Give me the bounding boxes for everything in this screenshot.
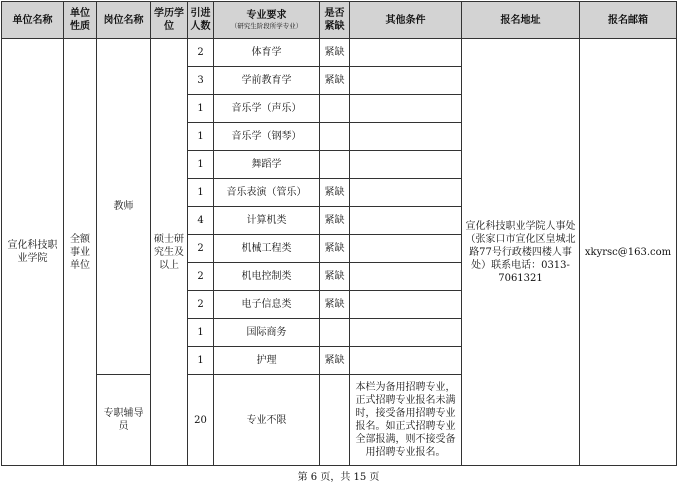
- other-cell: [350, 95, 462, 123]
- other-cell: [350, 319, 462, 347]
- major-cell: 音乐表演（管乐）: [214, 179, 320, 207]
- major-cell: 学前教育学: [214, 67, 320, 95]
- other-cell: [350, 291, 462, 319]
- quota-cell: 2: [188, 39, 214, 67]
- quota-cell: 3: [188, 67, 214, 95]
- major-cell: 机械工程类: [214, 235, 320, 263]
- header-other: 其他条件: [350, 2, 462, 39]
- urgent-cell: 紧缺: [320, 263, 350, 291]
- quota-cell: 1: [188, 319, 214, 347]
- recruitment-table: [1, 1, 677, 466]
- urgent-cell: 紧缺: [320, 179, 350, 207]
- urgent-cell: [320, 95, 350, 123]
- page-footer: 第 6 页，共 15 页: [297, 472, 380, 483]
- quota-cell: 2: [188, 263, 214, 291]
- header-education: 学历学位: [151, 2, 188, 39]
- unit-name-cell: 宣化科技职业学院: [2, 39, 64, 466]
- major-cell: 国际商务: [214, 319, 320, 347]
- other-cell: [350, 67, 462, 95]
- urgent-cell: [320, 375, 350, 466]
- header-email: 报名邮箱: [580, 2, 677, 39]
- major-cell: 机电控制类: [214, 263, 320, 291]
- major-cell: 音乐学（声乐）: [214, 95, 320, 123]
- quota-cell: 2: [188, 291, 214, 319]
- header-unit-name: 单位名称: [2, 2, 64, 39]
- major-cell: 音乐学（钢琴）: [214, 123, 320, 151]
- urgent-cell: 紧缺: [320, 347, 350, 375]
- header-urgent: 是否紧缺: [320, 2, 350, 39]
- header-major-req-subtitle: （研究生阶段所学专业）: [230, 22, 303, 30]
- address-cell: 宣化科技职业学院人事处（张家口市宣化区皇城北路77号行政楼四楼人事处）联系电话：0313-7061321: [462, 39, 580, 466]
- major-cell: 舞蹈学: [214, 151, 320, 179]
- urgent-cell: 紧缺: [320, 207, 350, 235]
- other-cell: [350, 123, 462, 151]
- backup-note-cell: 本栏为备用招聘专业，正式招聘专业报名未满时，接受备用招聘专业报名。如正式招聘专业全部报满，则不接受备用招聘专业报名。: [350, 375, 462, 466]
- other-cell: [350, 151, 462, 179]
- urgent-cell: [320, 123, 350, 151]
- major-cell: 计算机类: [214, 207, 320, 235]
- unit-nature-cell: 全额事业单位: [64, 39, 97, 466]
- header-quota: 引进人数: [188, 2, 214, 39]
- header-address: 报名地址: [462, 2, 580, 39]
- header-post-name: 岗位名称: [97, 2, 151, 39]
- header-row: [2, 2, 677, 39]
- education-cell: 硕士研究生及以上: [151, 39, 188, 466]
- major-cell: 体育学: [214, 39, 320, 67]
- header-unit-nature: 单位性质: [64, 2, 97, 39]
- quota-cell: 1: [188, 123, 214, 151]
- urgent-cell: 紧缺: [320, 67, 350, 95]
- major-cell: 电子信息类: [214, 291, 320, 319]
- header-major-req-title: 专业要求: [246, 10, 287, 21]
- quota-cell: 20: [188, 375, 214, 466]
- quota-cell: 1: [188, 179, 214, 207]
- table-row: [2, 39, 677, 67]
- urgent-cell: [320, 319, 350, 347]
- email-cell: xkyrsc@163.com: [580, 39, 677, 466]
- other-cell: [350, 347, 462, 375]
- quota-cell: 1: [188, 151, 214, 179]
- urgent-cell: 紧缺: [320, 39, 350, 67]
- header-major-req: [214, 2, 320, 39]
- other-cell: [350, 207, 462, 235]
- urgent-cell: 紧缺: [320, 235, 350, 263]
- major-cell: 护理: [214, 347, 320, 375]
- major-cell: 专业不限: [214, 375, 320, 466]
- quota-cell: 1: [188, 95, 214, 123]
- quota-cell: 1: [188, 347, 214, 375]
- quota-cell: 2: [188, 235, 214, 263]
- urgent-cell: 紧缺: [320, 291, 350, 319]
- quota-cell: 4: [188, 207, 214, 235]
- other-cell: [350, 235, 462, 263]
- post-counselor-cell: 专职辅导员: [97, 375, 151, 466]
- other-cell: [350, 39, 462, 67]
- other-cell: [350, 179, 462, 207]
- other-cell: [350, 263, 462, 291]
- post-teacher-cell: 教师: [97, 39, 151, 375]
- urgent-cell: [320, 151, 350, 179]
